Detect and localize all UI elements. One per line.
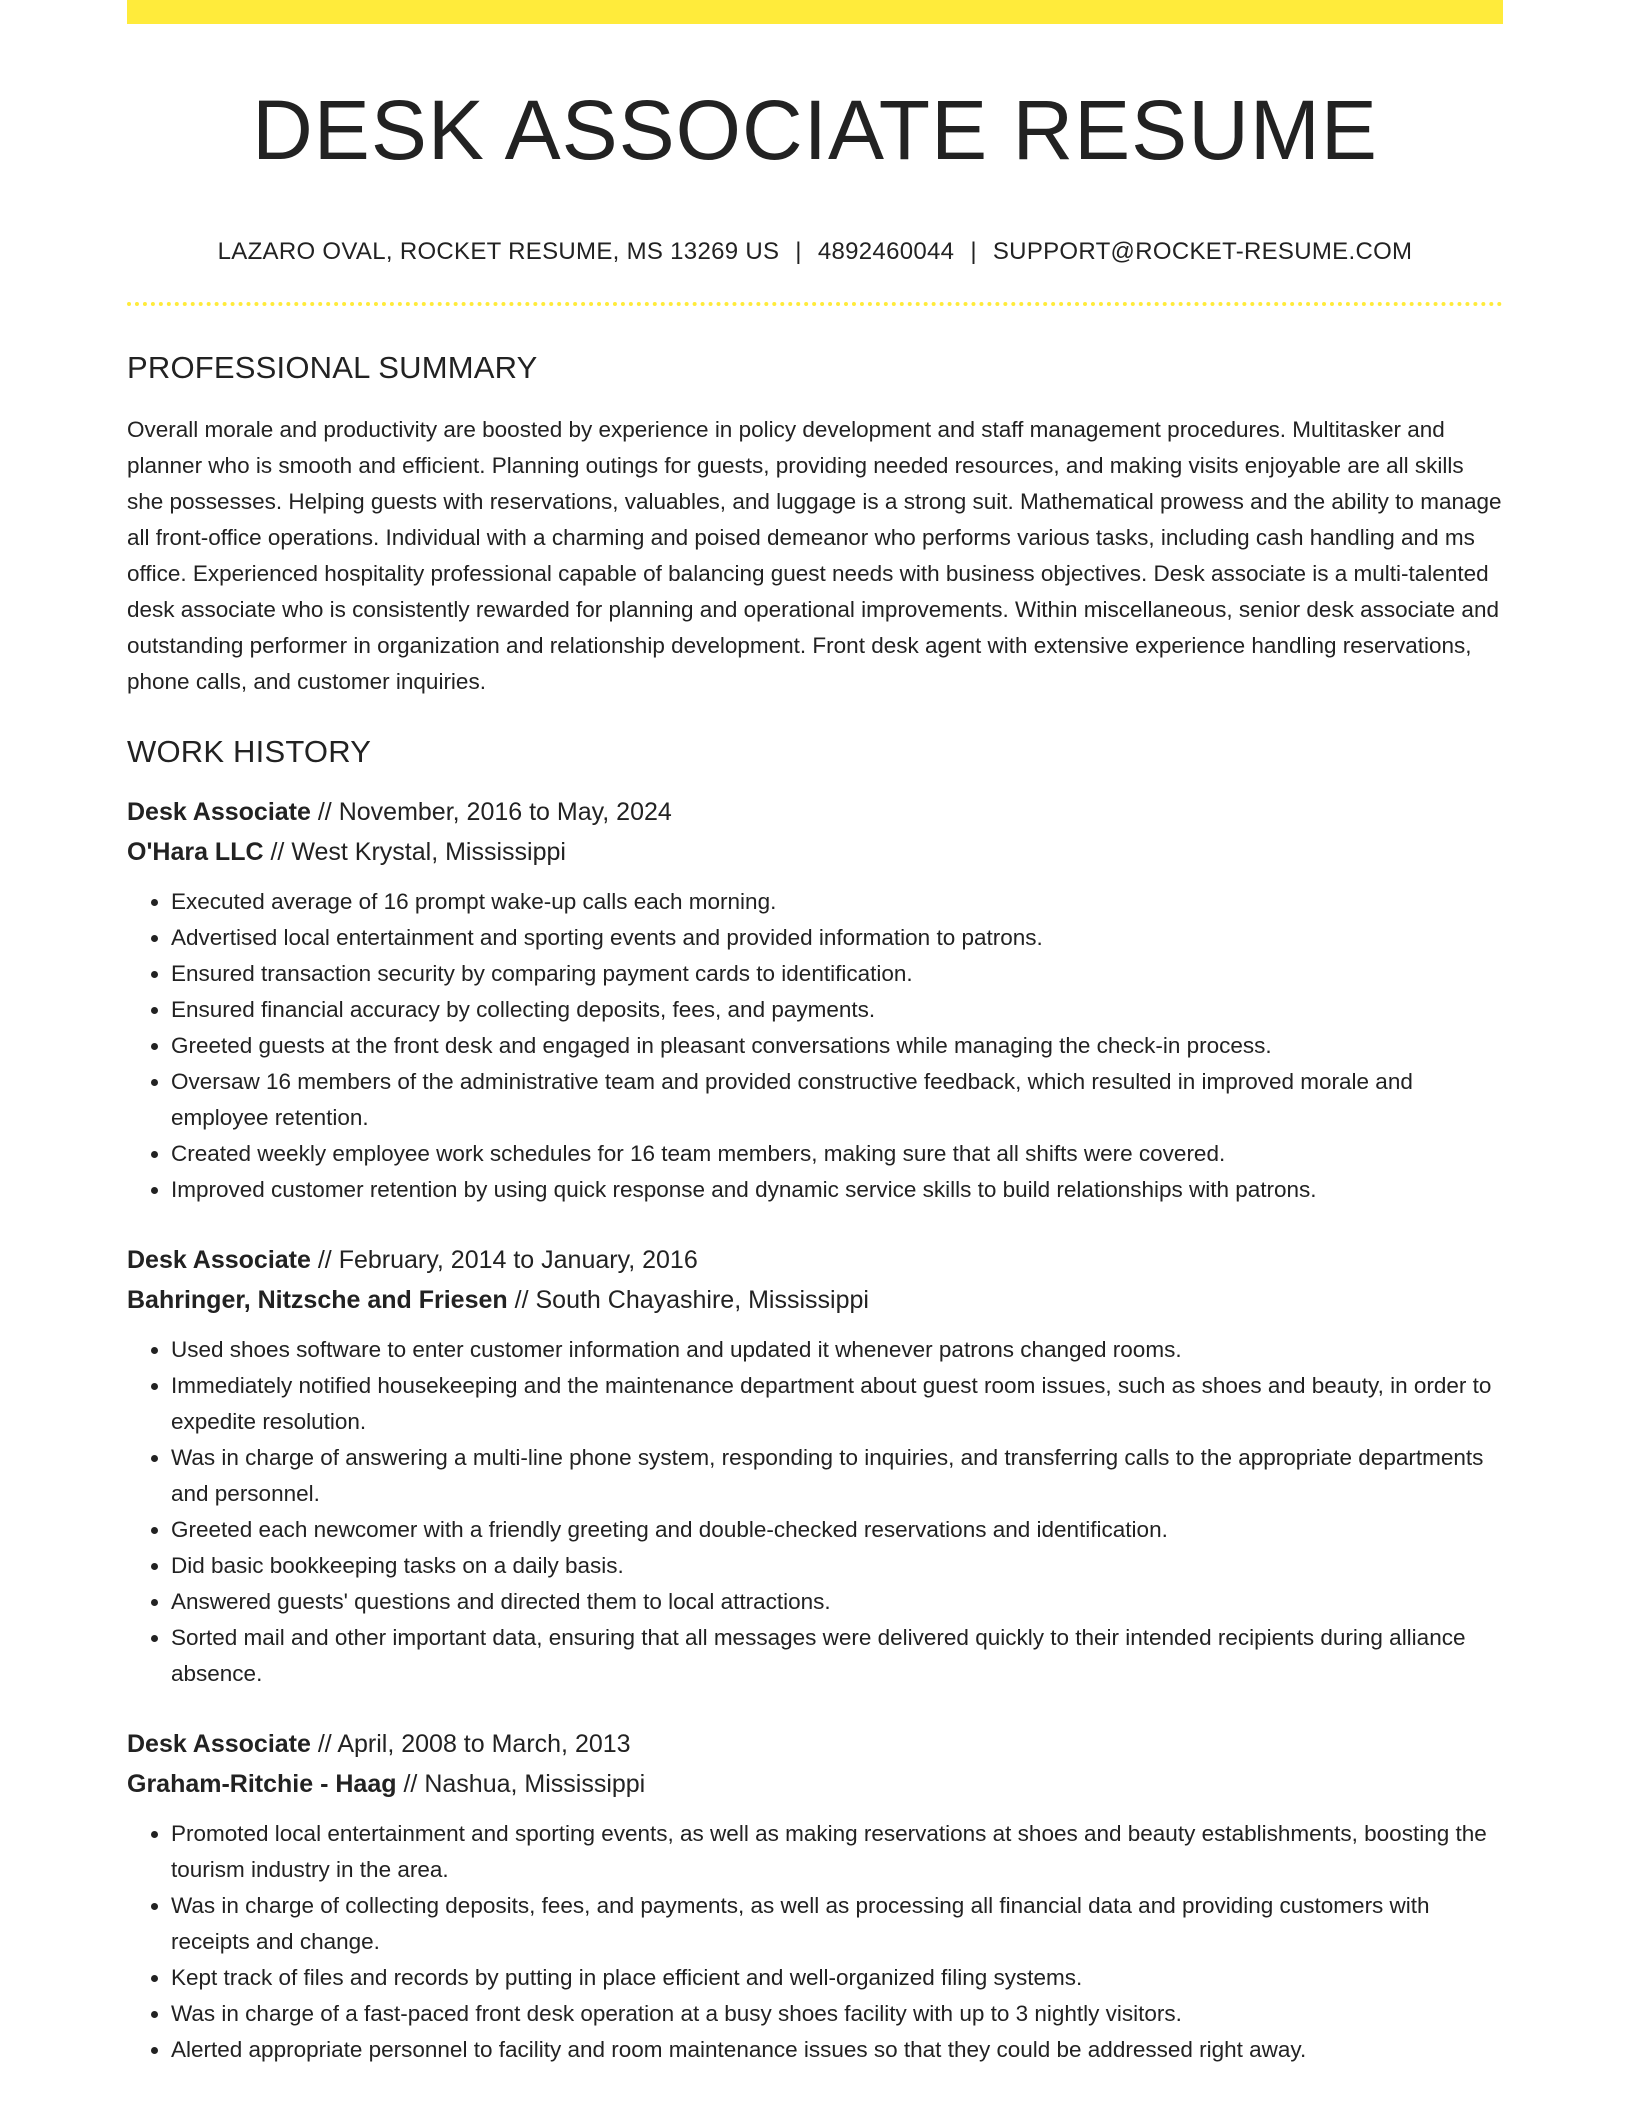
job-bullet: • Did basic bookkeeping tasks on a daily basis. bbox=[171, 1548, 1503, 1584]
job-company: O'Hara LLC bbox=[127, 838, 264, 867]
job-bullet: • Greeted guests at the front desk and engaged in pleasant conversations while managing the check-in process. bbox=[171, 1028, 1503, 1064]
job-bullet: • Ensured transaction security by comparing payment cards to identification. bbox=[171, 956, 1503, 992]
job-location: South Chayashire, Mississippi bbox=[535, 1286, 869, 1315]
job-bullet: • Oversaw 16 members of the administrative team and provided constructive feedback, which resulted in improved morale and employee retention. bbox=[171, 1064, 1503, 1136]
job-title-line bbox=[127, 1724, 1503, 1764]
job-entry bbox=[127, 792, 1503, 1208]
resume-title: DESK ASSOCIATE RESUME bbox=[252, 83, 1378, 177]
summary-heading: PROFESSIONAL SUMMARY bbox=[127, 350, 538, 386]
resume-page bbox=[127, 0, 1503, 2068]
job-bullet: • Was in charge of a fast-paced front desk operation at a busy shoes facility with up to 3 nightly visitors. bbox=[171, 1996, 1503, 2032]
job-company-line bbox=[127, 1280, 1503, 1320]
job-divider: // bbox=[317, 1730, 332, 1759]
contact-separator: | bbox=[795, 238, 802, 266]
job-bullet-list bbox=[127, 1816, 1503, 2068]
job-divider: // bbox=[317, 798, 332, 827]
contact-separator: | bbox=[970, 238, 977, 266]
job-divider: // bbox=[403, 1770, 418, 1799]
job-entry bbox=[127, 1240, 1503, 1692]
job-title: Desk Associate bbox=[127, 1730, 311, 1759]
job-title: Desk Associate bbox=[127, 1246, 311, 1275]
job-bullet: • Kept track of files and records by putting in place efficient and well-organized filing systems. bbox=[171, 1960, 1503, 1996]
job-title-line bbox=[127, 1240, 1503, 1280]
job-company: Bahringer, Nitzsche and Friesen bbox=[127, 1286, 508, 1315]
accent-top-bar bbox=[127, 0, 1503, 24]
dotted-divider bbox=[127, 302, 1503, 306]
job-bullet: • Executed average of 16 prompt wake-up calls each morning. bbox=[171, 884, 1503, 920]
job-bullet: • Was in charge of answering a multi-line phone system, responding to inquiries, and transferring calls to the appropriate departments and personnel. bbox=[171, 1440, 1503, 1512]
job-bullet-list bbox=[127, 1332, 1503, 1692]
job-dates: April, 2008 to March, 2013 bbox=[337, 1730, 631, 1759]
job-company: Graham-Ritchie - Haag bbox=[127, 1770, 397, 1799]
contact-email: SUPPORT@ROCKET-RESUME.COM bbox=[992, 238, 1413, 266]
summary-text: Overall morale and productivity are boosted by experience in policy development and staff management procedures. Multitasker and planner who is smooth and efficient. Planning outings for guests, providing needed resources, and making visits enjoyable are all skills she possesses. Helping guests with reservations, valuables, and luggage is a strong suit. Mathematical prowess and the ability to manage all front-office operations. Individual with a charming and poised demeanor who performs various tasks, including cash handling and ms office. Experienced hospitality professional capable of balancing guest needs with business objectives. Desk associate is a multi-talented desk associate who is consistently rewarded for planning and operational improvements. Within miscellaneous, senior desk associate and outstanding performer in organization and relationship development. Front desk agent with extensive experience handling reservations, phone calls, and customer inquiries. bbox=[127, 417, 1502, 695]
job-bullet: • Advertised local entertainment and sporting events and provided information to patrons. bbox=[171, 920, 1503, 956]
contact-phone: 4892460044 bbox=[817, 238, 955, 266]
job-company-line bbox=[127, 1764, 1503, 1804]
job-bullet: • Immediately notified housekeeping and the maintenance department about guest room issues, such as shoes and beauty, in order to expedite resolution. bbox=[171, 1368, 1503, 1440]
job-divider: // bbox=[514, 1286, 529, 1315]
contact-line bbox=[127, 238, 1503, 266]
work-history-heading: WORK HISTORY bbox=[127, 734, 372, 770]
job-bullet: • Answered guests' questions and directed them to local attractions. bbox=[171, 1584, 1503, 1620]
job-bullet: • Improved customer retention by using quick response and dynamic service skills to build relationships with patrons. bbox=[171, 1172, 1503, 1208]
job-divider: // bbox=[270, 838, 285, 867]
job-bullet: • Used shoes software to enter customer information and updated it whenever patrons changed rooms. bbox=[171, 1332, 1503, 1368]
job-bullet: • Promoted local entertainment and sporting events, as well as making reservations at shoes and beauty establishments, boosting the tourism industry in the area. bbox=[171, 1816, 1503, 1888]
job-bullet: • Alerted appropriate personnel to facility and room maintenance issues so that they could be addressed right away. bbox=[171, 2032, 1503, 2068]
job-title-line bbox=[127, 792, 1503, 832]
job-bullet: • Greeted each newcomer with a friendly greeting and double-checked reservations and identification. bbox=[171, 1512, 1503, 1548]
job-dates: November, 2016 to May, 2024 bbox=[338, 798, 672, 827]
contact-address: LAZARO OVAL, ROCKET RESUME, MS 13269 US bbox=[217, 238, 780, 266]
job-location: West Krystal, Mississippi bbox=[291, 838, 566, 867]
job-bullet: • Was in charge of collecting deposits, fees, and payments, as well as processing all financial data and providing customers with receipts and change. bbox=[171, 1888, 1503, 1960]
job-location: Nashua, Mississippi bbox=[424, 1770, 646, 1799]
job-bullet: • Created weekly employee work schedules for 16 team members, making sure that all shifts were covered. bbox=[171, 1136, 1503, 1172]
job-company-line bbox=[127, 832, 1503, 872]
job-entry bbox=[127, 1724, 1503, 2068]
job-divider: // bbox=[317, 1246, 332, 1275]
job-dates: February, 2014 to January, 2016 bbox=[338, 1246, 698, 1275]
job-bullet: • Sorted mail and other important data, ensuring that all messages were delivered quickly to their intended recipients during alliance absence. bbox=[171, 1620, 1503, 1692]
job-bullet-list bbox=[127, 884, 1503, 1208]
job-bullet: • Ensured financial accuracy by collecting deposits, fees, and payments. bbox=[171, 992, 1503, 1028]
job-title: Desk Associate bbox=[127, 798, 311, 827]
